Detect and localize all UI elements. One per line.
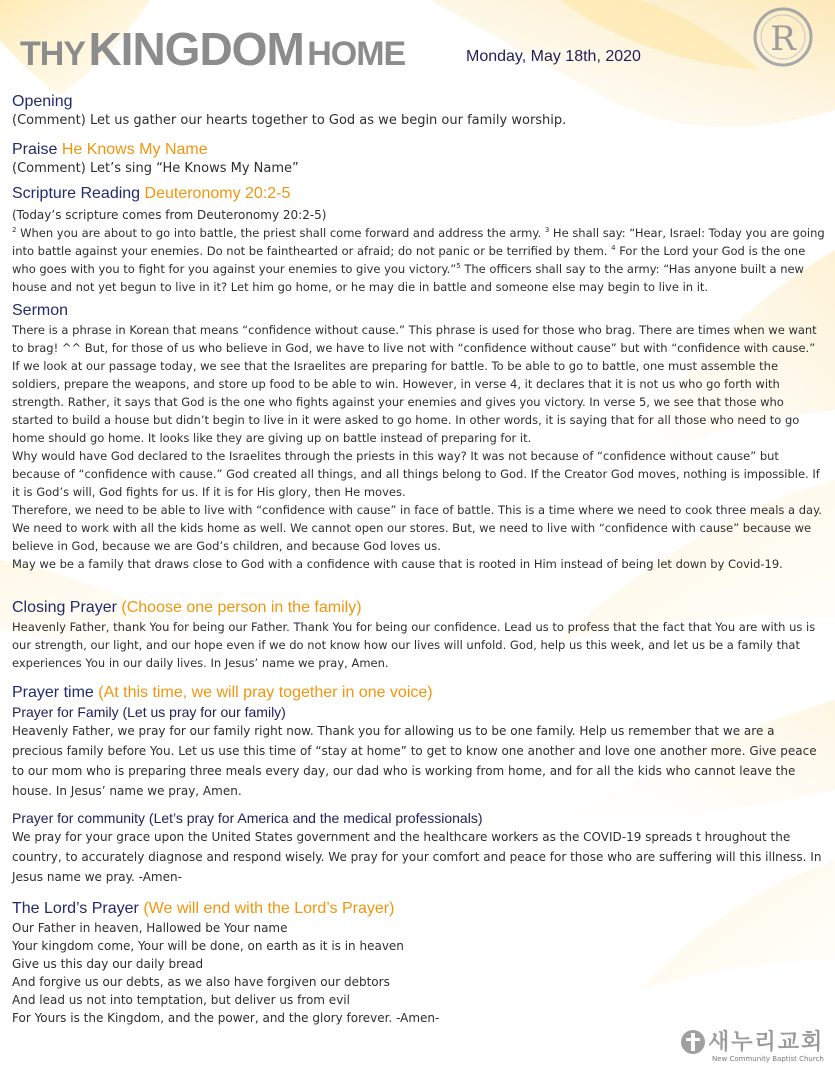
lords-prayer-heading bbox=[12, 899, 827, 919]
verse-text: For the Lord your God is the one who goes with you to fight for you against your enemies to give you victory.” bbox=[12, 244, 806, 276]
brand-kingdom: KINGDOM bbox=[88, 23, 304, 75]
praise-song-title: He Knows My Name bbox=[61, 141, 208, 158]
church-name-korean: 새누리교회 bbox=[708, 1030, 825, 1055]
praise-heading bbox=[12, 140, 827, 160]
verse-number: 2 bbox=[12, 226, 17, 235]
brand-title bbox=[20, 22, 405, 76]
lords-prayer-line: Your kingdom come, Your will be done, on earth as it is in heaven bbox=[12, 939, 404, 953]
sermon-paragraph: If we look at our passage today, we see that the Israelites are preparing for battle. To be able to go to battle, one must assemble the soldiers, prepare the weapons, and store up food to be able to win. However, in verse 4, it declares that it is not us who go forth with strength. Rather, it says that God is the one who fights against your enemies and gives you victory. In verse 5, we see that those who started to build a house but didn’t begin to live in it were asked to go home. In other words, it is saying that for all those who need to go home should go home. It looks like they are giving up on battle instead of preparing for it. bbox=[12, 359, 800, 445]
scripture-passage bbox=[12, 224, 827, 296]
lords-prayer-title: The Lord’s Prayer bbox=[12, 900, 139, 917]
lords-prayer-section bbox=[12, 899, 827, 1027]
lords-prayer-line: Give us this day our daily bread bbox=[12, 957, 204, 971]
prayer-family-heading: Prayer for Family (Let us pray for our family) bbox=[12, 704, 286, 720]
prayer-family-text: Heavenly Father, we pray for our family right now. Thank you for allowing us to be one family. Help us remember that we are a precious family before You. Let us use this time of “stay at home” to get to know one another and love one another more. Give peace to our mom who is preparing three meals every day, our dad who is working from home, and for all the kids who cannot leave the house. In Jesus’ name we pray, Amen. bbox=[12, 724, 817, 798]
sermon-paragraph: There is a phrase in Korean that means “confidence without cause.” This phrase is used for those who brag. There are times when we want to brag! ^^ But, for those of us who believe in God, we have to live not with “confidence without cause” but with “confidence with cause.” bbox=[12, 323, 817, 355]
scripture-section bbox=[12, 184, 827, 296]
verse-text: The officers shall say to the army: “Has anyone built a new house and not yet begun to live in it? Let him go home, or he may die in battle and someone else may begin to live in it. bbox=[12, 262, 804, 294]
opening-section bbox=[12, 92, 827, 130]
verse-text: When you are about to go into battle, the priest shall come forward and address the army. bbox=[16, 226, 545, 240]
lords-prayer-line: For Yours is the Kingdom, and the power, and the glory forever. -Amen- bbox=[12, 1011, 440, 1025]
verse-number: 5 bbox=[456, 262, 461, 271]
sermon-paragraph: Therefore, we need to be able to live with “confidence with cause” in face of battle. This is a time where we need to cook three meals a day. We need to work with all the kids home as well. We cannot open our stores. But, we need to live with “confidence with cause” because we believe in God, because we are God’s children, and because God loves us. bbox=[12, 503, 822, 553]
prayer-community-heading: Prayer for community (Let’s pray for America and the medical professionals) bbox=[12, 810, 483, 826]
scripture-reference: Deuteronomy 20:2-5 bbox=[144, 185, 291, 202]
closing-prayer-text: Heavenly Father, thank You for being our Father. Thank You for being our confidence. Lead us to profess that the fact that You are with us is our strength, our light, and our hope even if we do not know how our lives will unfold. God, help us this week, and let us be a family that experiences You in our daily lives. In Jesus’ name we pray, Amen. bbox=[12, 620, 816, 670]
lords-prayer-line: And forgive us our debts, as we also have forgiven our debtors bbox=[12, 975, 390, 989]
opening-text: (Comment) Let us gather our hearts together to God as we begin our family worship. bbox=[12, 113, 567, 128]
closing-prayer-title: Closing Prayer bbox=[12, 599, 117, 616]
sermon-heading: Sermon bbox=[12, 302, 69, 319]
brand-thy: THY bbox=[20, 35, 85, 73]
prayer-time-section bbox=[12, 683, 827, 887]
praise-title: Praise bbox=[12, 141, 58, 158]
sermon-section bbox=[12, 301, 827, 573]
sermon-paragraph: Why would have God declared to the Israelites through the priests in this way? It was not because of “confidence without cause” but because of “confidence with cause.” God created all things, and all things belong to God. If the Creator God moves, nothing is impossible. If it is God’s will, God fights for us. If it is for His glory, then He moves. bbox=[12, 449, 820, 499]
thy-kingdom-home-logo-icon bbox=[752, 6, 814, 68]
worship-date: Monday, May 18th, 2020 bbox=[466, 48, 641, 65]
church-mark-icon bbox=[680, 1027, 706, 1057]
prayer-time-heading bbox=[12, 683, 827, 703]
scripture-intro: (Today’s scripture comes from Deuteronomy 20:2-5) bbox=[12, 208, 327, 222]
closing-prayer-heading bbox=[12, 598, 827, 618]
praise-text: (Comment) Let’s sing “He Knows My Name” bbox=[12, 161, 299, 176]
prayer-time-note: (At this time, we will pray together in one voice) bbox=[98, 684, 433, 701]
lords-prayer-note: (We will end with the Lord’s Prayer) bbox=[143, 900, 395, 917]
opening-heading: Opening bbox=[12, 93, 73, 110]
sermon-paragraph: May we be a family that draws close to God with a confidence with cause that is rooted in Him instead of being let down by Covid-19. bbox=[12, 557, 783, 571]
lords-prayer-line: Our Father in heaven, Hallowed be Your name bbox=[12, 921, 288, 935]
scripture-title: Scripture Reading bbox=[12, 185, 141, 202]
lords-prayer-line: And lead us not into temptation, but deliver us from evil bbox=[12, 993, 350, 1007]
praise-section bbox=[12, 140, 827, 178]
verse-number: 3 bbox=[544, 226, 550, 235]
brand-home: HOME bbox=[307, 35, 406, 73]
scripture-heading bbox=[12, 184, 827, 204]
closing-prayer-note: (Choose one person in the family) bbox=[121, 599, 362, 616]
verse-number: 4 bbox=[611, 244, 616, 253]
verse-text: He shall say: “Hear, Israel: Today you are going into battle against your enemies. Do not be fainthearted or afraid; do not panic or be terrified by them. bbox=[12, 226, 825, 258]
church-name-english: New Community Baptist Church bbox=[712, 1055, 824, 1063]
prayer-community-text: We pray for your grace upon the United States government and the healthcare workers as the COVID-19 spreads t hroughout the country, to accurately diagnose and respond wisely. We pray for your comfort and peace for those who are suffering will this illness. In Jesus name we pray. -Amen- bbox=[12, 830, 822, 884]
closing-prayer-section bbox=[12, 598, 827, 672]
prayer-time-title: Prayer time bbox=[12, 684, 94, 701]
logo-letter: R bbox=[770, 19, 796, 59]
